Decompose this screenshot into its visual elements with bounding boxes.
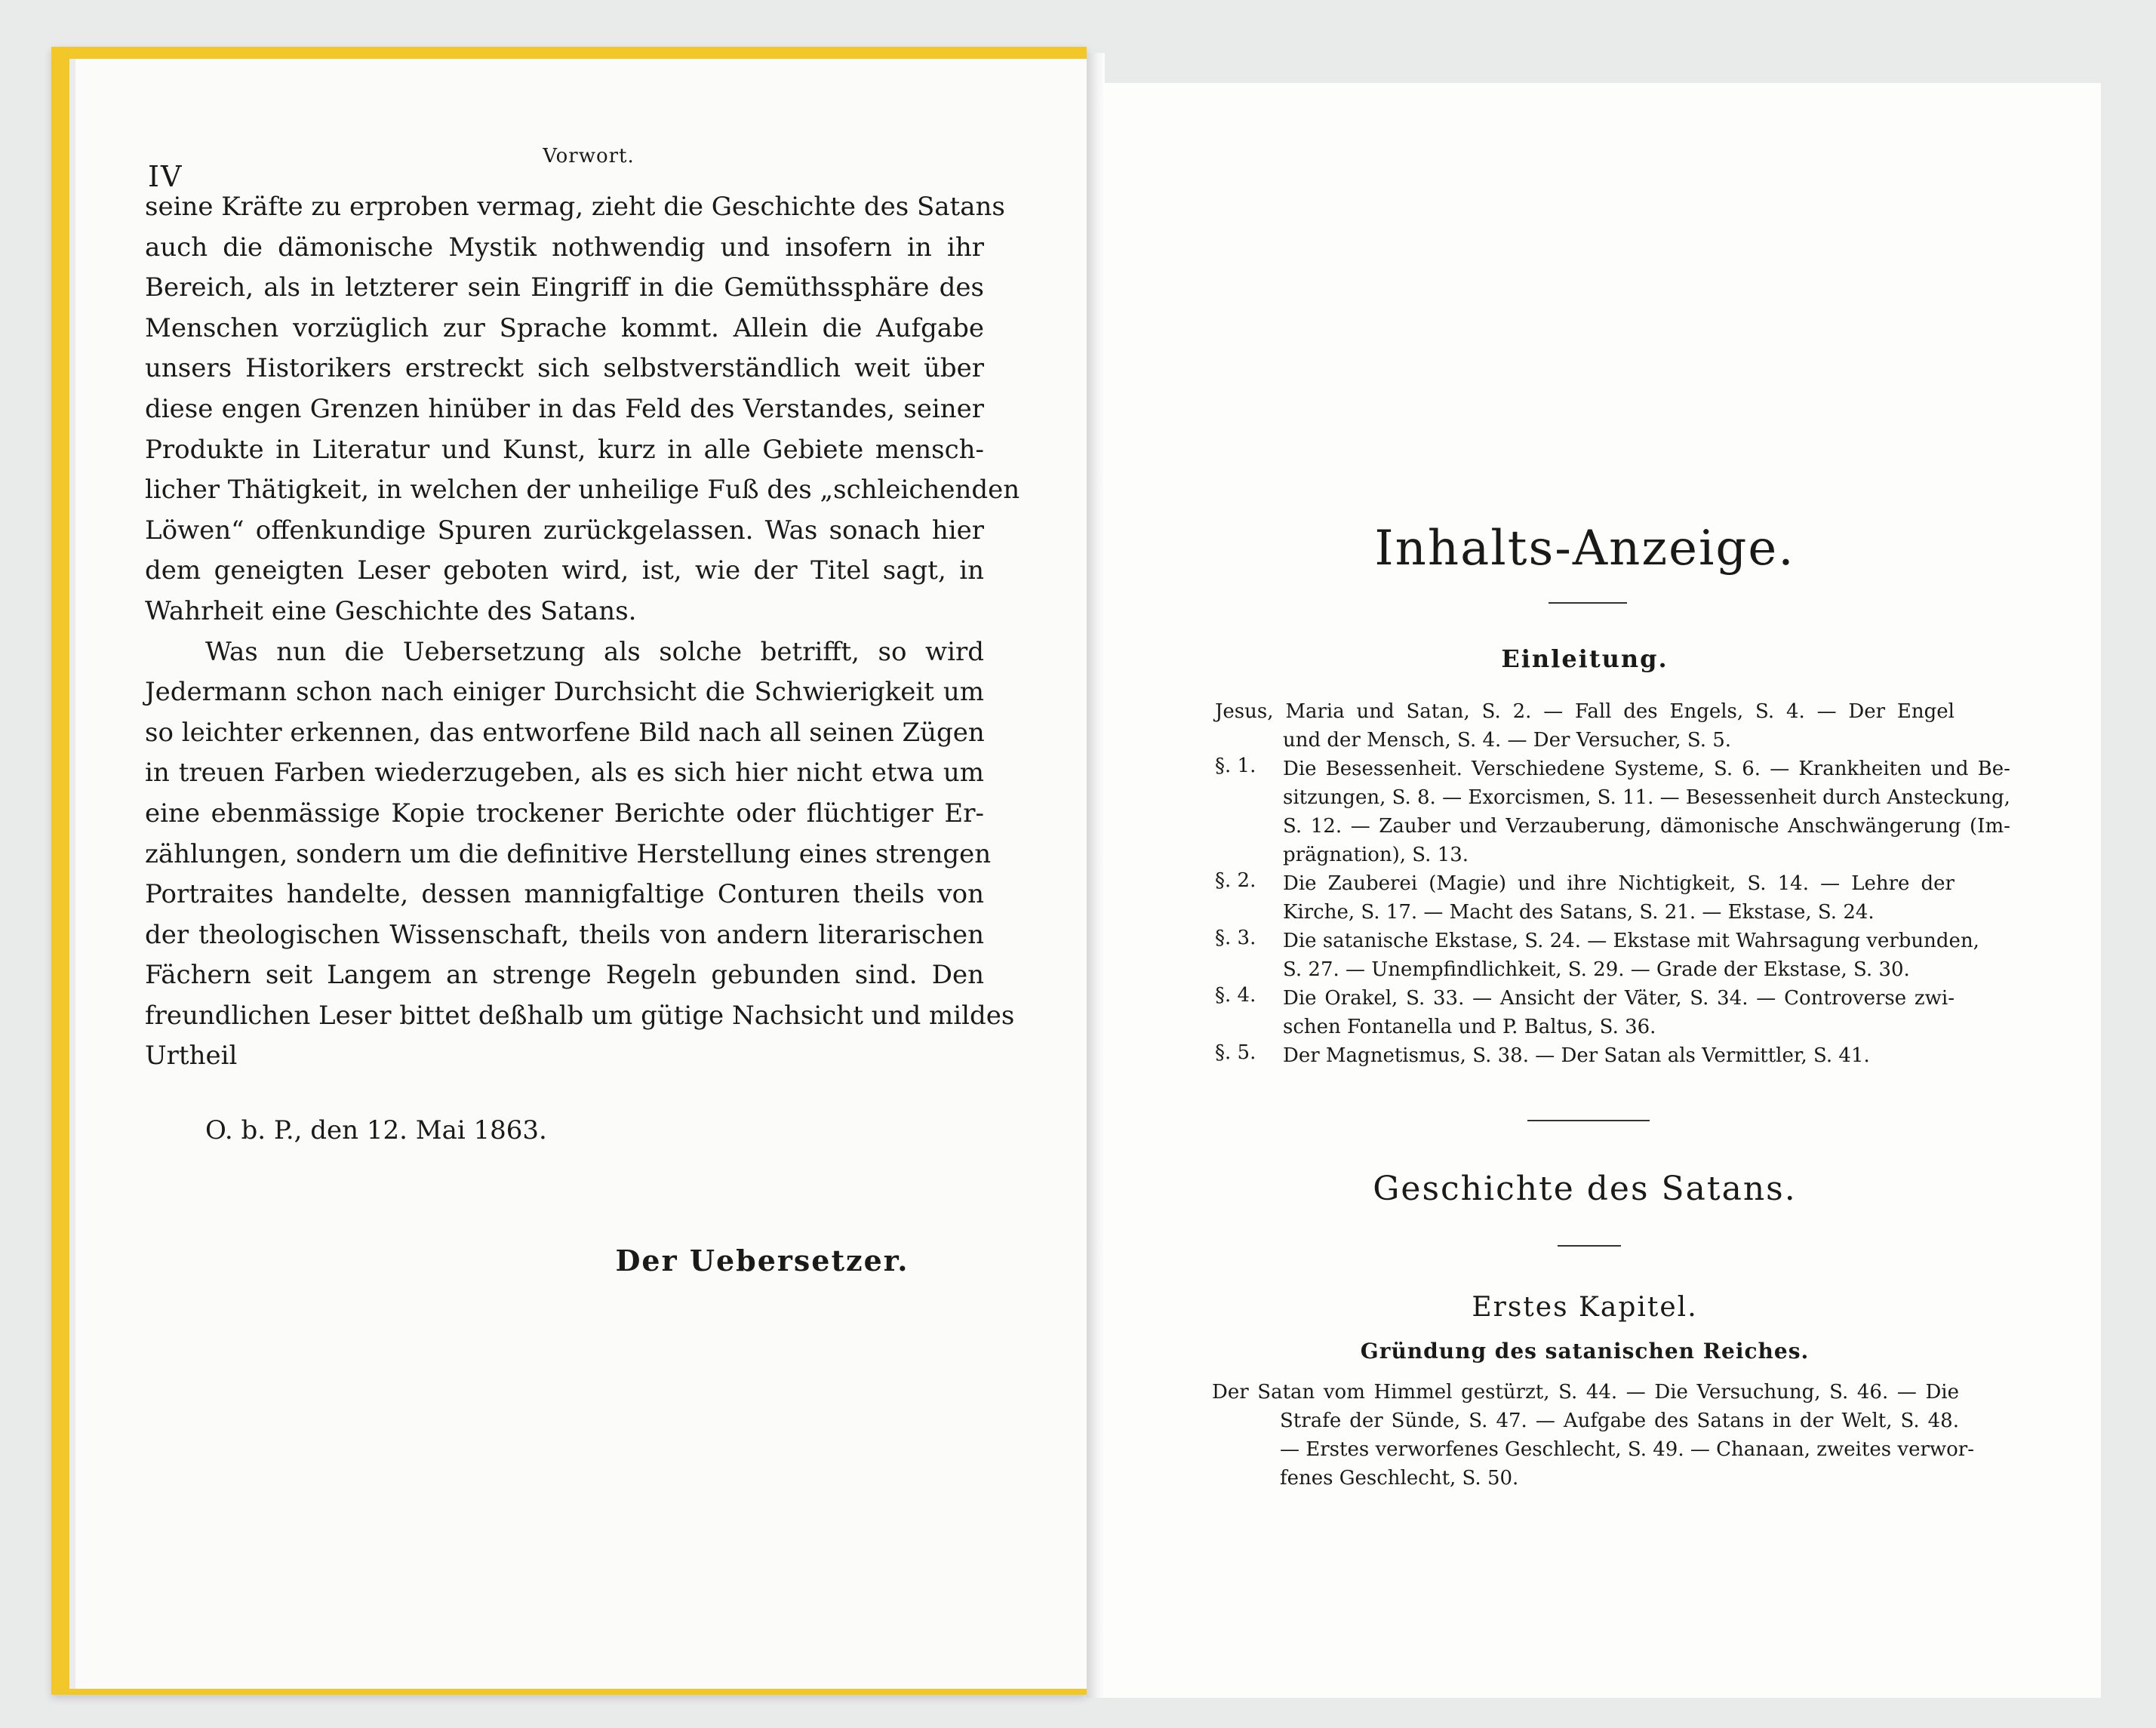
text-line: eine ebenmässige Kopie trockener Berichte oder flüchtiger Er- bbox=[145, 798, 984, 829]
text-line: diese engen Grenzen hinüber in das Feld des Verstandes, seiner bbox=[145, 393, 984, 424]
toc-line: schen Fontanella und P. Baltus, S. 36. bbox=[1283, 1016, 1656, 1038]
preface-text bbox=[145, 187, 1020, 1077]
toc-line: Die Orakel, S. 33. — Ansicht der Väter, S. 34. — Controverse zwi- bbox=[1283, 987, 1955, 1010]
text-line: so leichter erkennen, das entworfene Bild nach all seinen Zügen bbox=[145, 717, 985, 748]
intro-entry bbox=[1215, 697, 1955, 755]
toc-line: und der Mensch, S. 4. — Der Versucher, S. 5. bbox=[1283, 729, 1732, 752]
toc-line: sitzungen, S. 8. — Exorcismen, S. 11. — Besessenheit durch Ansteckung, bbox=[1283, 786, 2010, 809]
chapter-subtitle: Gründung des satanischen Reiches. bbox=[1360, 1339, 1810, 1364]
signature: Der Uebersetzer. bbox=[615, 1244, 909, 1278]
text-line: auch die dämonische Mystik nothwendig und insofern in ihr bbox=[145, 232, 984, 263]
text-line: Fächern seit Langem an strenge Regeln gebunden sind. Den bbox=[145, 960, 984, 991]
text-line: Produkte in Literatur und Kunst, kurz in alle Gebiete mensch- bbox=[145, 434, 984, 465]
section-rule bbox=[1527, 1120, 1650, 1121]
text-line: in treuen Farben wiederzugeben, als es sich hier nicht etwa um bbox=[145, 758, 984, 789]
text-line: Löwen“ offenkundige Spuren zurückgelassen. Was sonach hier bbox=[145, 515, 984, 546]
section-label: §. 5. bbox=[1215, 1041, 1256, 1064]
toc-paragraph-list bbox=[1215, 755, 2010, 1070]
part-rule bbox=[1558, 1245, 1621, 1247]
toc-entry bbox=[1215, 869, 1955, 927]
section-label: §. 2. bbox=[1215, 869, 1256, 892]
text-line: Wahrheit eine Geschichte des Satans. bbox=[145, 595, 637, 626]
toc-line: S. 12. — Zauber und Verzauberung, dämonische Anschwängerung (Im- bbox=[1283, 815, 2010, 838]
toc-line: fenes Geschlecht, S. 50. bbox=[1280, 1467, 1519, 1490]
text-line: unsers Historikers erstreckt sich selbstverständlich weit über bbox=[145, 353, 984, 384]
text-line: zählungen, sondern um die definitive Herstellung eines strengen bbox=[145, 838, 992, 869]
toc-entry bbox=[1215, 984, 1955, 1041]
toc-line: Der Magnetismus, S. 38. — Der Satan als Vermittler, S. 41. bbox=[1283, 1044, 1870, 1067]
section-label: §. 4. bbox=[1215, 984, 1256, 1007]
text-line: Urtheil bbox=[145, 1041, 238, 1072]
title-rule bbox=[1549, 602, 1627, 604]
text-line: der theologischen Wissenschaft, theils von andern literarischen bbox=[145, 919, 984, 950]
book-gutter bbox=[1087, 53, 1105, 1698]
text-line: Bereich, als in letzterer sein Eingriff in die Gemüthssphäre des bbox=[145, 272, 984, 303]
text-line: Menschen vorzüglich zur Sprache kommt. Allein die Aufgabe bbox=[145, 312, 984, 343]
toc-line: — Erstes verworfenes Geschlecht, S. 49. — Chanaan, zweites verwor- bbox=[1280, 1438, 1975, 1461]
toc-line: S. 27. — Unempfindlichkeit, S. 29. — Grade der Ekstase, S. 30. bbox=[1283, 958, 1910, 981]
part-title: Geschichte des Satans. bbox=[1373, 1170, 1797, 1208]
dateline: O. b. P., den 12. Mai 1863. bbox=[205, 1115, 547, 1145]
running-head: Vorwort. bbox=[543, 145, 635, 168]
chapter-entry bbox=[1212, 1378, 1975, 1493]
text-line: Was nun die Uebersetzung als solche betrifft, so wird bbox=[205, 636, 984, 667]
toc-line: Die satanische Ekstase, S. 24. — Ekstase mit Wahrsagung verbunden, bbox=[1283, 930, 1979, 952]
text-line: dem geneigten Leser geboten wird, ist, wie der Titel sagt, in bbox=[145, 555, 984, 586]
toc-line: Der Satan vom Himmel gestürzt, S. 44. — Die Versuchung, S. 46. — Die bbox=[1212, 1381, 1959, 1404]
intro-heading: Einleitung. bbox=[1501, 644, 1669, 673]
chapter-title: Erstes Kapitel. bbox=[1472, 1292, 1698, 1323]
toc-line: prägnation), S. 13. bbox=[1283, 844, 1469, 866]
section-label: §. 1. bbox=[1215, 755, 1256, 777]
toc-line: Die Besessenheit. Verschiedene Systeme, S. 6. — Krankheiten und Be- bbox=[1283, 758, 2010, 780]
section-label: §. 3. bbox=[1215, 927, 1256, 949]
toc-line: Strafe der Sünde, S. 47. — Aufgabe des Satans in der Welt, S. 48. bbox=[1280, 1410, 1959, 1432]
toc-entry bbox=[1215, 755, 2010, 869]
text-line: Jedermann schon nach einiger Durchsicht die Schwierigkeit um bbox=[145, 677, 984, 708]
text-line: seine Kräfte zu erproben vermag, zieht die Geschichte des Satans bbox=[145, 192, 1005, 222]
text-line: licher Thätigkeit, in welchen der unheilige Fuß des „schleichenden bbox=[145, 475, 1020, 506]
toc-line: Kirche, S. 17. — Macht des Satans, S. 21. — Ekstase, S. 24. bbox=[1283, 901, 1875, 924]
toc-entry bbox=[1215, 927, 1979, 984]
text-line: Portraites handelte, dessen mannigfaltige Conturen theils von bbox=[145, 879, 984, 910]
text-line: freundlichen Leser bittet deßhalb um gütige Nachsicht und mildes bbox=[145, 1000, 1015, 1031]
page-number: IV bbox=[148, 160, 183, 193]
toc-title: Inhalts-Anzeige. bbox=[1374, 521, 1795, 577]
toc-line: Die Zauberei (Magie) und ihre Nichtigkeit, S. 14. — Lehre der bbox=[1283, 872, 1955, 895]
toc-line: Jesus, Maria und Satan, S. 2. — Fall des Engels, S. 4. — Der Engel bbox=[1215, 700, 1955, 723]
toc-entry bbox=[1215, 1041, 1955, 1070]
